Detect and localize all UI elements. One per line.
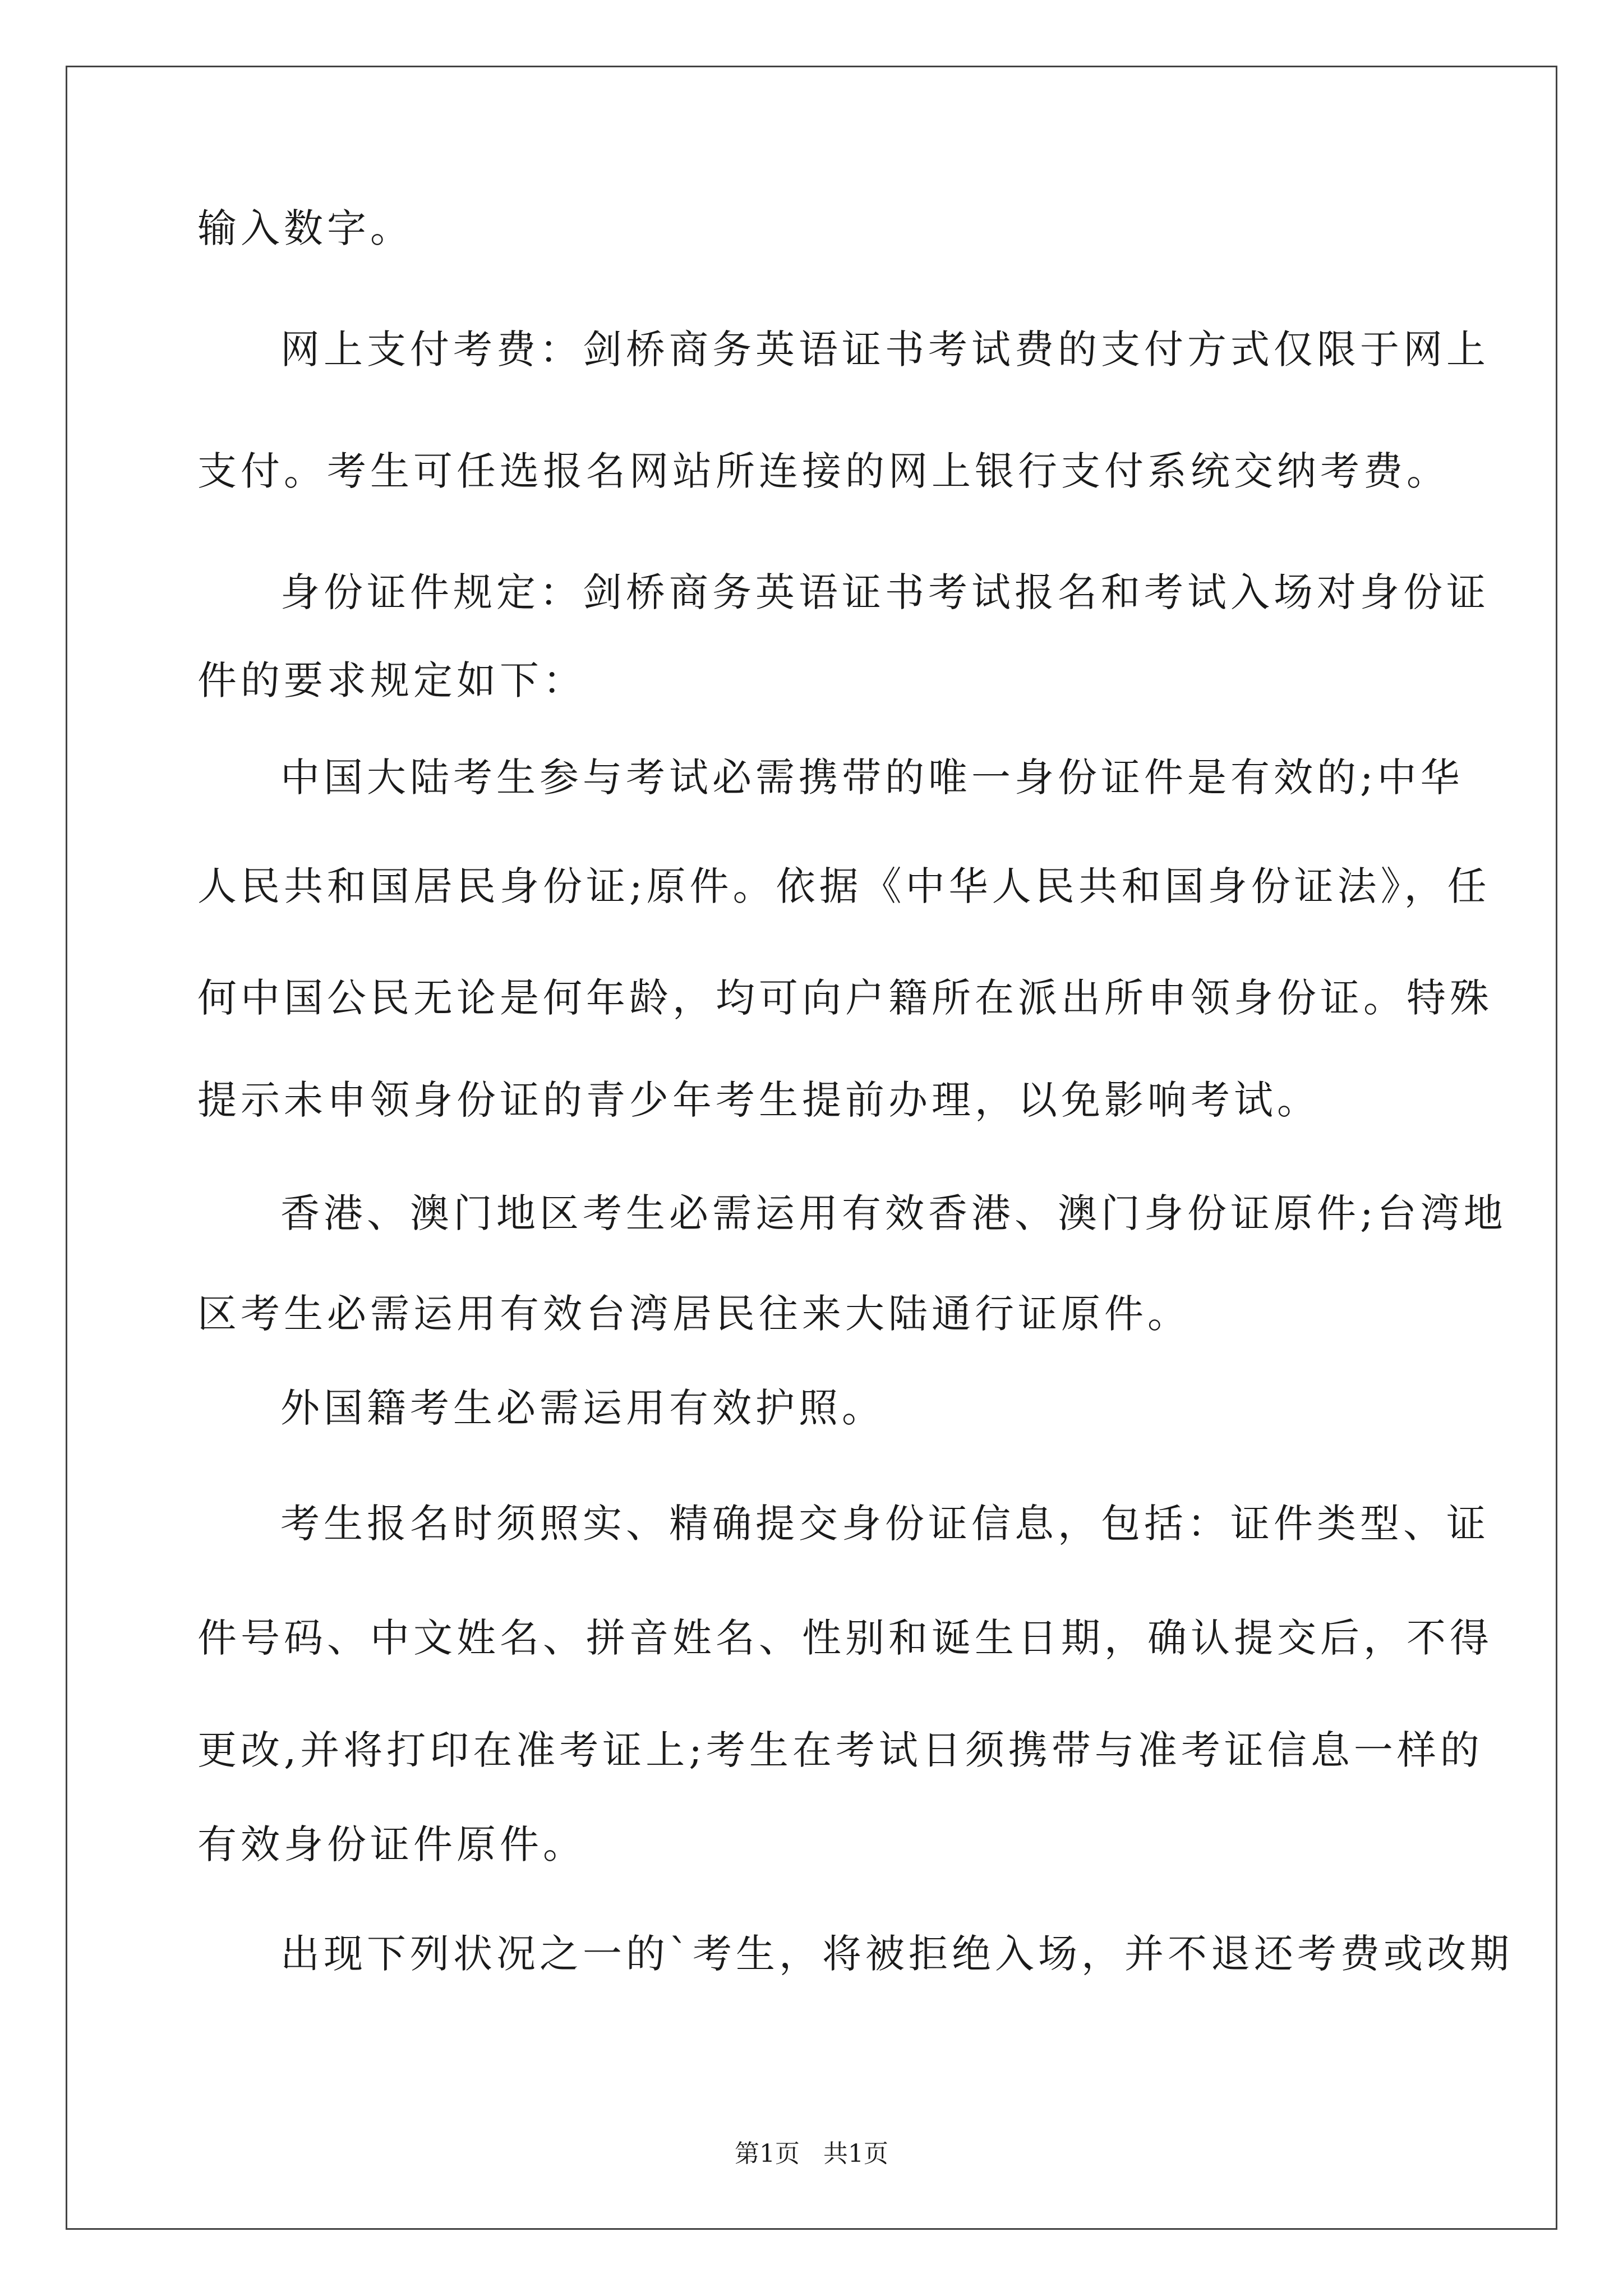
- text-line-14: 件号码、中文姓名、拼音姓名、性别和诞生日期，确认提交后，不得: [197, 1615, 1493, 1661]
- page-border: [66, 66, 1557, 2230]
- text-line-3: 支付。考生可任选报名网站所连接的网上银行支付系统交纳考费。: [197, 448, 1450, 494]
- page-footer: 第1页 共1页: [735, 2139, 888, 2168]
- paragraph-id-requirements: 身份证件规定：剑桥商务英语证书考试报名和考试入场对身份证: [280, 569, 1490, 615]
- text-line-11: 区考生必需运用有效台湾居民往来大陆通行证原件。: [197, 1291, 1191, 1337]
- text-line-1: 输入数字。: [197, 205, 413, 251]
- paragraph-online-payment: 网上支付考费：剑桥商务英语证书考试费的支付方式仅限于网上: [280, 326, 1490, 372]
- paragraph-refused-entry: 出现下列状况之一的`考生，将被拒绝入场，并不退还考费或改期: [280, 1931, 1513, 1977]
- text-line-5: 件的要求规定如下：: [197, 657, 586, 703]
- text-line-9: 提示未申领身份证的青少年考生提前办理，以免影响考试。: [197, 1077, 1320, 1123]
- text-line-8: 何中国公民无论是何年龄，均可向户籍所在派出所申领身份证。特殊: [197, 975, 1493, 1021]
- text-line-16: 有效身份证件原件。: [197, 1821, 586, 1867]
- paragraph-registration-info: 考生报名时须照实、精确提交身份证信息，包括：证件类型、证: [280, 1501, 1490, 1547]
- paragraph-foreign-candidates: 外国籍考生必需运用有效护照。: [280, 1385, 885, 1431]
- paragraph-mainland-candidates: 中国大陆考生参与考试必需携带的唯一身份证件是有效的;中华: [280, 754, 1464, 800]
- text-line-7: 人民共和国居民身份证;原件。依据《中华人民共和国身份证法》，任: [197, 863, 1491, 909]
- paragraph-hk-macao-taiwan: 香港、澳门地区考生必需运用有效香港、澳门身份证原件;台湾地: [280, 1190, 1507, 1236]
- text-line-15: 更改,并将打印在准考证上;考生在考试日须携带与准考证信息一样的: [197, 1727, 1483, 1773]
